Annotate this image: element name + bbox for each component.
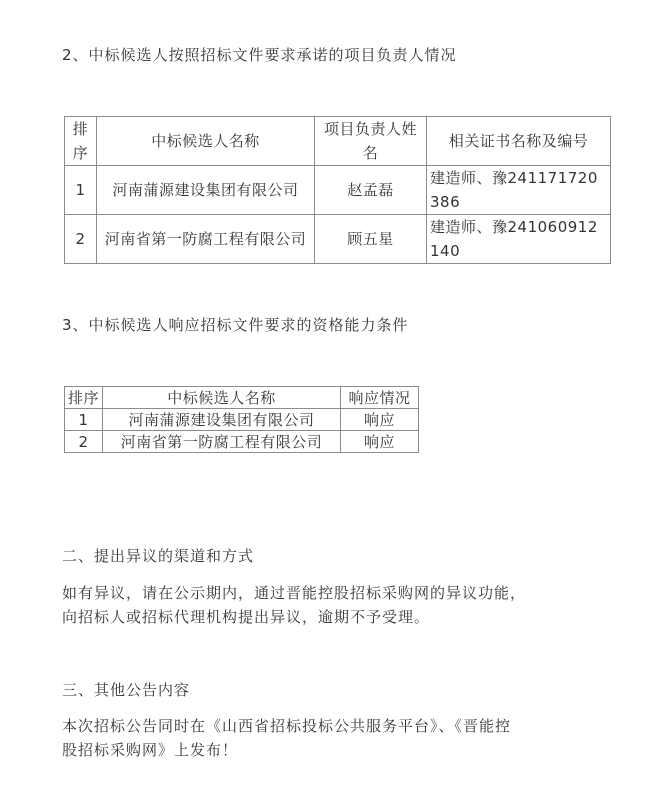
header-response: 响应情况 xyxy=(341,387,419,409)
table-row xyxy=(65,166,611,215)
table-row xyxy=(65,431,419,453)
cell-rank: 2 xyxy=(65,215,97,264)
other-content-line-2: 股招标采购网》上发布！ xyxy=(62,741,239,759)
header-rank: 排序 xyxy=(65,387,103,409)
cell-candidate-name: 河南蒲源建设集团有限公司 xyxy=(97,166,315,215)
other-content-heading: 三、其他公告内容 xyxy=(62,681,191,699)
header-candidate-name: 中标候选人名称 xyxy=(97,117,315,166)
project-leader-table xyxy=(64,116,611,264)
cell-project-leader: 赵孟磊 xyxy=(315,166,427,215)
header-certificate: 相关证书名称及编号 xyxy=(427,117,611,166)
section-3-heading: 3、中标候选人响应招标文件要求的资格能力条件 xyxy=(62,316,409,334)
cell-candidate-name: 河南蒲源建设集团有限公司 xyxy=(103,409,341,431)
table-row xyxy=(65,215,611,264)
cell-response: 响应 xyxy=(341,431,419,453)
header-rank: 排序 xyxy=(65,117,97,166)
cell-rank: 2 xyxy=(65,431,103,453)
cell-rank: 1 xyxy=(65,166,97,215)
section-2-heading: 2、中标候选人按照招标文件要求承诺的项目负责人情况 xyxy=(62,46,457,64)
cell-candidate-name: 河南省第一防腐工程有限公司 xyxy=(103,431,341,453)
table-row xyxy=(65,409,419,431)
objection-text-line-1: 如有异议，请在公示期内，通过晋能控股招标采购网的异议功能， xyxy=(62,584,527,602)
other-content-line-1: 本次招标公告同时在《山西省招标投标公共服务平台》、《晋能控 xyxy=(62,717,512,735)
cell-certificate: 建造师、豫241060912140 xyxy=(427,215,611,264)
cell-response: 响应 xyxy=(341,409,419,431)
cell-rank: 1 xyxy=(65,409,103,431)
objection-heading: 二、提出异议的渠道和方式 xyxy=(62,547,255,565)
objection-text-line-2: 向招标人或招标代理机构提出异议，逾期不予受理。 xyxy=(62,608,431,626)
header-project-leader: 项目负责人姓名 xyxy=(315,117,427,166)
cell-candidate-name: 河南省第一防腐工程有限公司 xyxy=(97,215,315,264)
header-candidate-name: 中标候选人名称 xyxy=(103,387,341,409)
table-header-row xyxy=(65,117,611,166)
qualification-table xyxy=(64,386,419,453)
cell-certificate: 建造师、豫241171720386 xyxy=(427,166,611,215)
table-header-row xyxy=(65,387,419,409)
cell-project-leader: 顾五星 xyxy=(315,215,427,264)
